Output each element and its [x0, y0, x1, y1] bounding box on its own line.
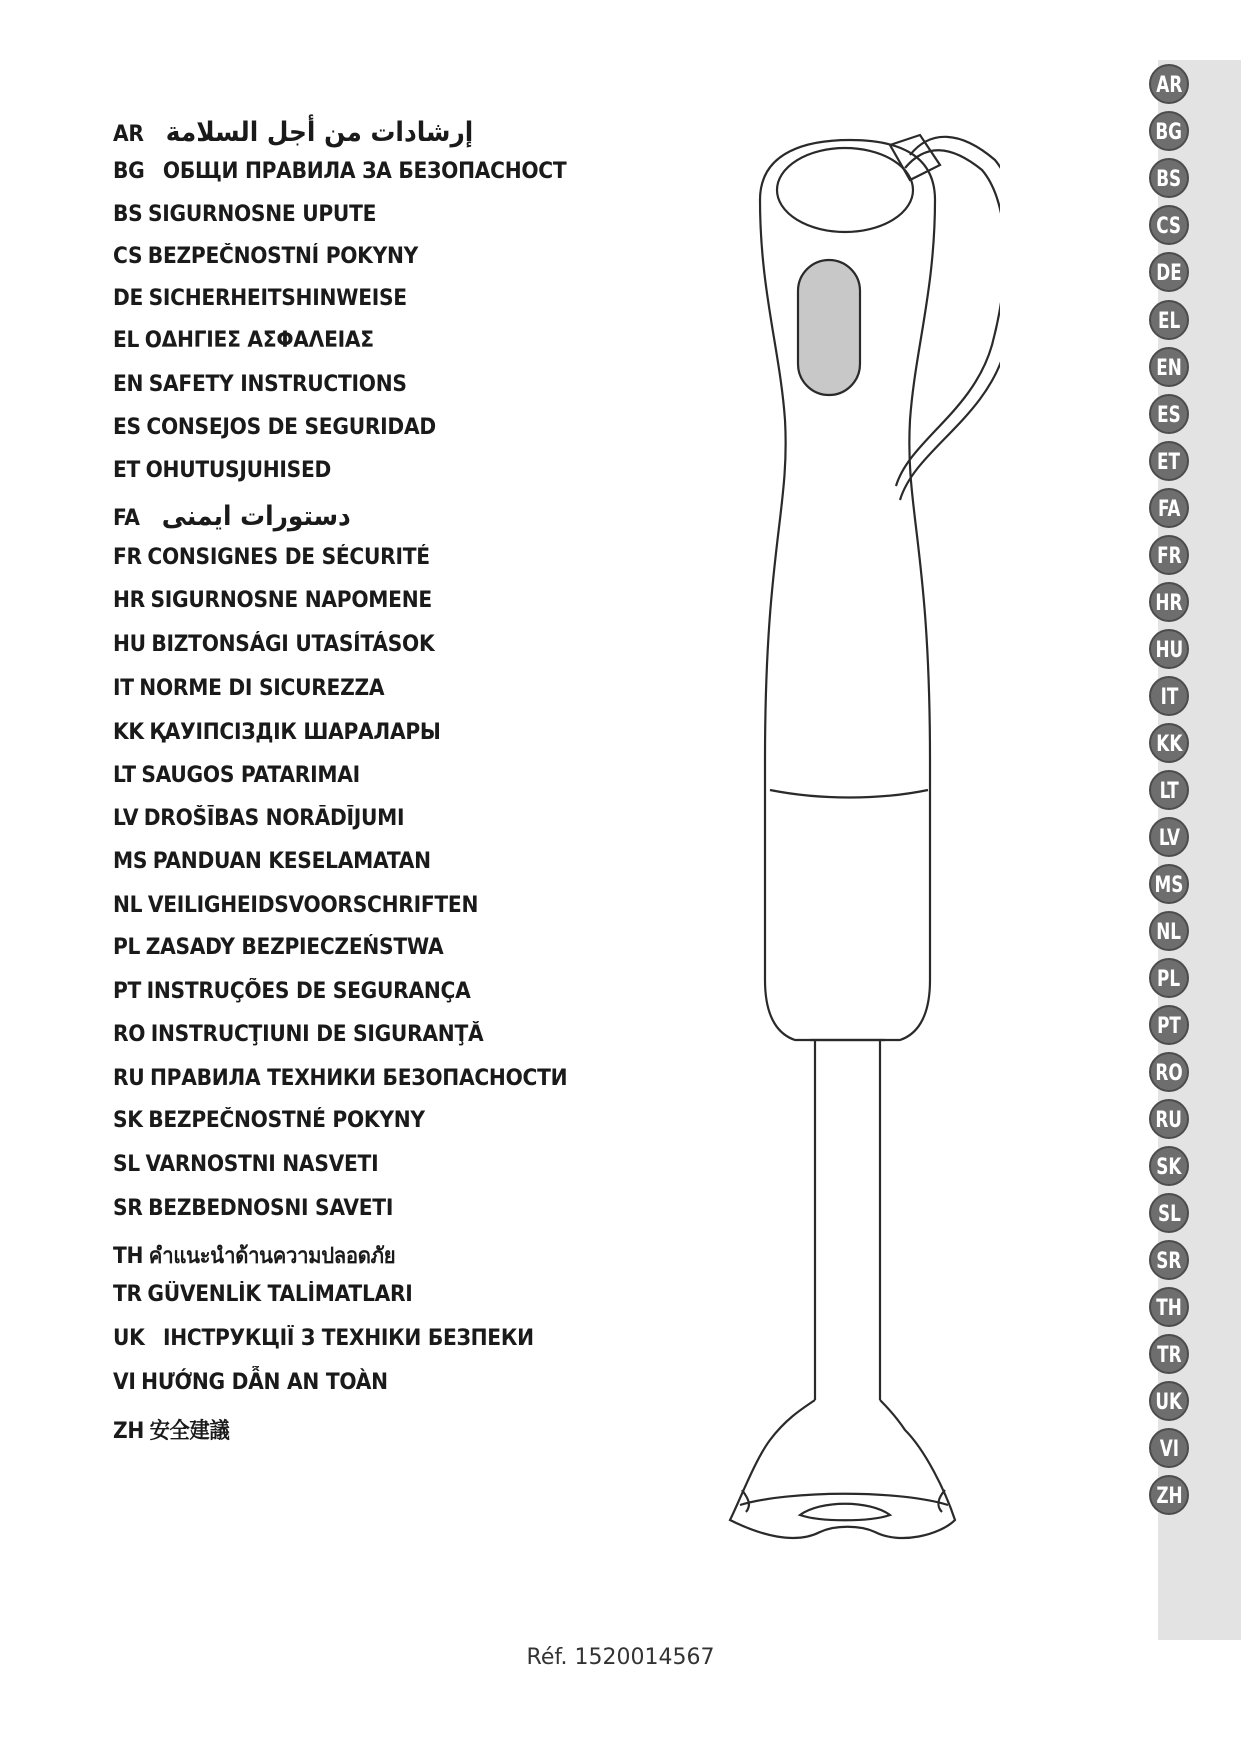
- safety-title-text: ІНСТРУКЦІЇ З ТЕХНІКИ БЕЗПЕКИ: [162, 1326, 534, 1351]
- language-tab-label: TR: [1156, 1343, 1182, 1368]
- safety-title-text: CONSEJOS DE SEGURIDAD: [146, 415, 436, 440]
- top-cap: [777, 148, 913, 232]
- language-code: CS: [113, 244, 143, 269]
- blade-guard-slot: [800, 1504, 890, 1521]
- safety-title-nl: [113, 893, 478, 918]
- language-tab-label: CS: [1156, 214, 1182, 239]
- safety-title-text: VARNOSTNI NASVETI: [145, 1152, 379, 1177]
- language-tab-label: BG: [1155, 120, 1183, 145]
- safety-title-sr: [113, 1196, 393, 1221]
- language-code: BS: [113, 202, 143, 227]
- language-code: RU: [113, 1066, 145, 1091]
- language-tab-label: ES: [1157, 403, 1181, 428]
- language-tab-label: NL: [1156, 920, 1182, 945]
- language-code: FR: [113, 545, 142, 570]
- safety-title-bg: [113, 159, 566, 184]
- language-code: EL: [113, 328, 140, 353]
- language-tab-hr[interactable]: [1149, 582, 1189, 622]
- safety-title-cs: [113, 244, 418, 269]
- language-tab-tr[interactable]: [1149, 1334, 1189, 1374]
- safety-title-fa: [113, 501, 351, 532]
- language-code: DE: [113, 286, 144, 311]
- language-tab-de[interactable]: [1149, 252, 1189, 292]
- language-code: HU: [113, 632, 146, 657]
- safety-title-el: [113, 328, 374, 353]
- safety-title-kk: [113, 720, 441, 745]
- safety-title-lv: [113, 806, 404, 831]
- safety-title-en: [113, 372, 407, 397]
- language-tab-sr[interactable]: [1149, 1240, 1189, 1280]
- language-tab-label: PL: [1157, 967, 1181, 992]
- safety-title-text: ҚАУІПСІЗДІК ШАРАЛАРЫ: [149, 720, 441, 745]
- safety-title-bs: [113, 202, 376, 227]
- language-tab-label: VI: [1159, 1437, 1179, 1462]
- language-code: UK: [113, 1326, 145, 1351]
- safety-title-text: SAUGOS PATARIMAI: [141, 763, 360, 788]
- safety-title-uk: [113, 1326, 534, 1351]
- language-code: PT: [113, 979, 142, 1004]
- language-tab-label: SK: [1156, 1155, 1182, 1180]
- language-tab-pt[interactable]: [1149, 1005, 1189, 1045]
- safety-title-text: VEILIGHEIDSVOORSCHRIFTEN: [147, 893, 479, 918]
- language-tab-fa[interactable]: [1149, 488, 1189, 528]
- language-tab-it[interactable]: [1149, 676, 1189, 716]
- safety-title-text: إرشادات من أجل السلامة: [165, 117, 474, 148]
- safety-title-text: BEZPEČNOSTNÍ POKYNY: [147, 244, 419, 269]
- language-code: VI: [113, 1370, 136, 1395]
- language-tab-th[interactable]: [1149, 1287, 1189, 1327]
- language-tab-bs[interactable]: [1149, 158, 1189, 198]
- safety-title-text: ОБЩИ ПРАВИЛА ЗА БЕЗОПАСНОСТ: [162, 159, 567, 184]
- blade-guard: [730, 1400, 955, 1538]
- language-tab-column: [1148, 0, 1241, 1754]
- language-tab-label: TH: [1156, 1296, 1182, 1321]
- language-code: ET: [113, 458, 141, 483]
- language-code: FA: [113, 506, 140, 531]
- safety-title-text: BEZBEDNOSNI SAVETI: [148, 1196, 394, 1221]
- language-tab-es[interactable]: [1149, 394, 1189, 434]
- language-code: HR: [113, 588, 145, 613]
- safety-title-text: SAFETY INSTRUCTIONS: [148, 372, 407, 397]
- safety-title-sl: [113, 1152, 378, 1177]
- safety-title-text: PANDUAN KESELAMATAN: [152, 849, 431, 874]
- language-tab-label: ET: [1157, 450, 1181, 475]
- safety-title-text: GÜVENLİK TALİMATLARI: [147, 1282, 413, 1307]
- language-code: IT: [113, 676, 134, 701]
- safety-title-it: [113, 676, 384, 701]
- language-tab-label: HR: [1155, 591, 1183, 616]
- language-tab-lt[interactable]: [1149, 770, 1189, 810]
- language-code: SL: [113, 1152, 140, 1177]
- language-tab-nl[interactable]: [1149, 911, 1189, 951]
- safety-title-ro: [113, 1022, 483, 1047]
- safety-title-text: 安全建議: [149, 1419, 230, 1444]
- language-code: TR: [113, 1282, 142, 1307]
- safety-title-text: دستورات ایمنی: [161, 501, 351, 532]
- safety-title-text: BEZPEČNOSTNÉ POKYNY: [148, 1108, 425, 1133]
- safety-title-text: NORME DI SICUREZZA: [139, 676, 385, 701]
- language-code: KK: [113, 720, 144, 745]
- safety-title-text: ΟΔΗΓΙΕΣ ΑΣΦΑΛΕΙΑΣ: [144, 328, 374, 353]
- language-tab-cs[interactable]: [1149, 205, 1189, 245]
- safety-title-text: SICHERHEITSHINWEISE: [148, 286, 407, 311]
- hand-blender-illustration: [700, 120, 1000, 1540]
- language-tab-fr[interactable]: [1149, 535, 1189, 575]
- safety-title-text: BIZTONSÁGI UTASÍTÁSOK: [151, 632, 435, 657]
- language-tab-ar[interactable]: [1149, 64, 1189, 104]
- safety-title-th: [113, 1238, 395, 1273]
- safety-title-text: CONSIGNES DE SÉCURITÉ: [147, 545, 430, 570]
- language-tab-label: LV: [1158, 826, 1180, 851]
- safety-title-vi: [113, 1370, 388, 1395]
- language-tab-sk[interactable]: [1149, 1146, 1189, 1186]
- language-tab-kk[interactable]: [1149, 723, 1189, 763]
- speed-button: [798, 260, 860, 395]
- language-tab-en[interactable]: [1149, 347, 1189, 387]
- safety-title-text: ZASADY BEZPIECZEŃSTWA: [145, 935, 444, 960]
- safety-title-text: INSTRUCŢIUNI DE SIGURANŢĂ: [150, 1022, 484, 1047]
- language-tab-vi[interactable]: [1149, 1428, 1189, 1468]
- safety-title-tr: [113, 1282, 413, 1307]
- language-code: TH: [113, 1244, 144, 1269]
- language-tab-zh[interactable]: [1149, 1475, 1189, 1515]
- safety-title-zh: [113, 1414, 229, 1445]
- language-tab-label: KK: [1155, 732, 1183, 757]
- language-code: MS: [113, 849, 148, 874]
- language-code: ZH: [113, 1419, 145, 1444]
- language-code: SR: [113, 1196, 143, 1221]
- language-code: PL: [113, 935, 141, 960]
- language-tab-bg[interactable]: [1149, 111, 1189, 151]
- safety-title-es: [113, 415, 436, 440]
- language-tab-label: SL: [1157, 1202, 1181, 1227]
- language-tab-label: BS: [1156, 167, 1182, 192]
- language-tab-label: FR: [1156, 544, 1182, 569]
- language-tab-label: SR: [1156, 1249, 1182, 1274]
- language-tab-uk[interactable]: [1149, 1381, 1189, 1421]
- blending-shaft: [815, 1040, 880, 1400]
- safety-title-ru: [113, 1066, 567, 1091]
- language-tab-label: EL: [1157, 309, 1181, 334]
- language-code: LV: [113, 806, 139, 831]
- safety-title-text: INSTRUÇÕES DE SEGURANÇA: [146, 979, 471, 1004]
- language-code: SK: [113, 1108, 143, 1133]
- safety-title-text: ПРАВИЛА ТЕХНИКИ БЕЗОПАСНОСТИ: [150, 1066, 568, 1091]
- safety-title-text: HƯỚNG DẪN AN TOÀN: [141, 1370, 388, 1395]
- language-code: NL: [113, 893, 143, 918]
- language-code: LT: [113, 763, 136, 788]
- language-code: ES: [113, 415, 141, 440]
- language-tab-label: FA: [1157, 497, 1181, 522]
- language-tab-hu[interactable]: [1149, 629, 1189, 669]
- language-tab-label: ZH: [1155, 1484, 1183, 1509]
- safety-title-text: OHUTUSJUHISED: [145, 458, 332, 483]
- language-tab-label: RO: [1155, 1061, 1183, 1086]
- language-code: RO: [113, 1022, 146, 1047]
- safety-title-text: DROŠĪBAS NORĀDĪJUMI: [143, 806, 405, 831]
- language-tab-lv[interactable]: [1149, 817, 1189, 857]
- blade-guard-notch-left: [742, 1490, 749, 1512]
- safety-title-ms: [113, 849, 431, 874]
- language-tab-label: AR: [1156, 73, 1182, 98]
- language-tab-label: IT: [1160, 685, 1178, 710]
- safety-title-lt: [113, 763, 360, 788]
- power-cord: [900, 137, 1000, 500]
- language-tab-label: LT: [1159, 779, 1179, 804]
- safety-title-text: SIGURNOSNE NAPOMENE: [150, 588, 432, 613]
- language-tab-ru[interactable]: [1149, 1099, 1189, 1139]
- language-tab-label: PT: [1157, 1014, 1181, 1039]
- safety-title-et: [113, 458, 331, 483]
- safety-title-hu: [113, 632, 434, 657]
- body-band-line: [770, 790, 928, 798]
- language-tab-label: DE: [1156, 261, 1182, 286]
- language-tab-sl[interactable]: [1149, 1193, 1189, 1233]
- reference-number: Réf. 1520014567: [526, 1645, 715, 1670]
- safety-title-fr: [113, 545, 430, 570]
- language-code: BG: [113, 159, 145, 184]
- language-tab-label: UK: [1155, 1390, 1183, 1415]
- safety-title-ar: [113, 117, 473, 148]
- safety-title-sk: [113, 1108, 425, 1133]
- safety-title-pt: [113, 979, 470, 1004]
- language-tab-label: HU: [1155, 638, 1183, 663]
- language-tab-pl[interactable]: [1149, 958, 1189, 998]
- safety-title-text: SIGURNOSNE UPUTE: [147, 202, 377, 227]
- language-tab-ms[interactable]: [1149, 864, 1189, 904]
- safety-title-pl: [113, 935, 443, 960]
- language-tab-label: RU: [1155, 1108, 1183, 1133]
- safety-title-de: [113, 286, 407, 311]
- language-tab-label: EN: [1156, 356, 1182, 381]
- safety-title-hr: [113, 588, 432, 613]
- language-tab-label: MS: [1154, 873, 1184, 898]
- language-tab-et[interactable]: [1149, 441, 1189, 481]
- language-tab-el[interactable]: [1149, 300, 1189, 340]
- language-code: AR: [113, 122, 144, 147]
- language-tab-ro[interactable]: [1149, 1052, 1189, 1092]
- safety-title-text: คำแนะนำด้านความปลอดภัย: [148, 1244, 396, 1269]
- language-code: EN: [113, 372, 144, 397]
